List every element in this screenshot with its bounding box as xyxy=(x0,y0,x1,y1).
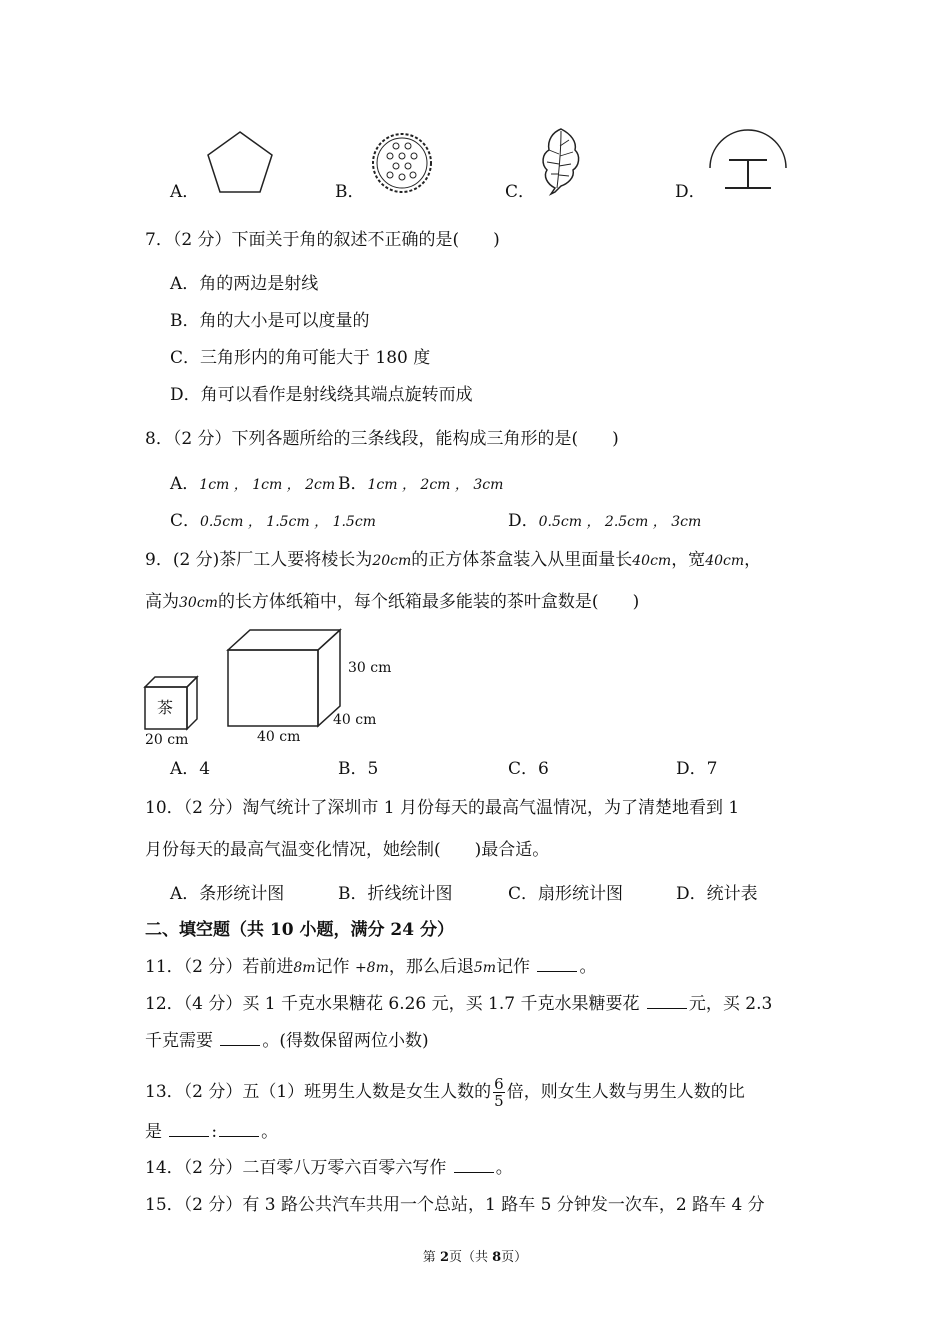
page-footer: 第 2页（共 8页） xyxy=(422,1250,528,1265)
q6-option-b: B． xyxy=(335,182,365,202)
q7-option-a: A．角的两边是射线 xyxy=(170,274,319,294)
q9-small-box-label: 20 cm xyxy=(145,732,189,748)
q14-answer-blank[interactable] xyxy=(454,1158,494,1173)
q8-option-d: D．0.5cm ， 2.5cm ， 3cm xyxy=(508,511,702,531)
q8-option-c: C．0.5cm ， 1.5cm ， 1.5cm xyxy=(170,511,376,531)
q8-option-b: B．1cm ， 2cm ， 3cm xyxy=(338,474,504,494)
q11-answer-blank[interactable] xyxy=(537,957,577,972)
q9-option-b: B．5 xyxy=(338,759,379,779)
arch-icon xyxy=(707,124,789,196)
q12-stem-line2: 千克需要 。(得数保留两位小数) xyxy=(145,1031,429,1051)
q10-option-b: B．折线统计图 xyxy=(338,884,453,904)
q11-stem: 11．（2 分）若前进8m记作 +8m，那么后退5m记作 。 xyxy=(145,957,597,977)
q10-stem-line2: 月份每天的最高气温变化情况，她绘制( )最合适。 xyxy=(145,840,550,860)
leaf-icon xyxy=(537,126,583,196)
pentagon-icon xyxy=(205,130,275,196)
q13-stem-line1: 13．（2 分）五（1）班男生人数是女生人数的 $\frac{6}{5}$ 倍，则女生人数与男生人数的比 xyxy=(145,1075,745,1110)
q9-big-box-depth: 40 cm xyxy=(333,712,377,728)
q7-option-d: D．角可以看作是射线绕其端点旋转而成 xyxy=(170,385,473,405)
q9-big-box-width: 40 cm xyxy=(257,729,301,745)
q7-option-b: B．角的大小是可以度量的 xyxy=(170,311,370,331)
q7-stem: 7．（2 分）下面关于角的叙述不正确的是( ) xyxy=(145,230,500,250)
q9-big-box-figure xyxy=(226,628,344,730)
q6-option-d: D． xyxy=(675,182,706,202)
q9-big-box-height: 30 cm xyxy=(348,660,392,676)
q13-answer-blank-2[interactable] xyxy=(219,1122,259,1137)
q7-option-c: C．三角形内的角可能大于 180 度 xyxy=(170,348,431,368)
q9-option-a: A．4 xyxy=(170,759,211,779)
q9-stem-line2: 高为30cm的长方体纸箱中，每个纸箱最多能装的茶叶盒数是( ) xyxy=(145,592,640,612)
q10-option-c: C．扇形统计图 xyxy=(508,884,624,904)
q13-stem-line2: 是 : 。 xyxy=(145,1122,279,1142)
q12-stem-line1: 12．（4 分）买 1 千克水果糖花 6.26 元，买 1.7 千克水果糖要花 元，买 2.3 xyxy=(145,994,773,1014)
q9-option-c: C．6 xyxy=(508,759,549,779)
q10-option-d: D．统计表 xyxy=(676,884,758,904)
q9-option-d: D．7 xyxy=(676,759,718,779)
q9-small-box-char: 茶 xyxy=(157,698,174,717)
q8-stem: 8．（2 分）下列各题所给的三条线段，能构成三角形的是( ) xyxy=(145,429,619,449)
q12-answer-blank-2[interactable] xyxy=(220,1031,260,1046)
section-heading: 二、填空题（共 10 小题，满分 24 分） xyxy=(145,920,454,940)
q13-fraction: $\frac{6}{5}$ xyxy=(494,1075,504,1110)
biscuit-icon xyxy=(368,132,436,194)
q6-option-a: A． xyxy=(170,182,200,202)
q8-option-a: A．1cm ， 1cm ， 2cm xyxy=(170,474,336,494)
q12-answer-blank-1[interactable] xyxy=(647,994,687,1009)
q6-option-c: C． xyxy=(505,182,536,202)
q9-stem-line1: 9．(2 分)茶厂工人要将棱长为20cm的正方体茶盒装入从里面量长40cm，宽40cm， xyxy=(145,550,762,570)
q15-stem-line1: 15．（2 分）有 3 路公共汽车共用一个总站，1 路车 5 分钟发一次车，2 路车 4 分 xyxy=(145,1195,765,1215)
q10-stem-line1: 10．（2 分）淘气统计了深圳市 1 月份每天的最高气温情况，为了清楚地看到 1 xyxy=(145,798,740,818)
q10-option-a: A．条形统计图 xyxy=(170,884,285,904)
q13-answer-blank-1[interactable] xyxy=(169,1122,209,1137)
q14-stem: 14．（2 分）二百零八万零六百零六写作 。 xyxy=(145,1158,513,1178)
